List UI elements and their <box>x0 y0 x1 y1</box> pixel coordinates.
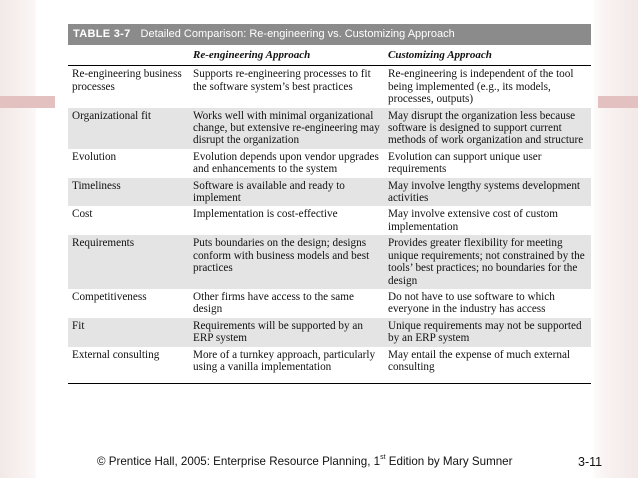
row-customizing-cell: May disrupt the organization less because software is designed to support current methods of work organization and structure <box>388 109 584 147</box>
table-row <box>68 289 591 318</box>
row-reengineering-cell: Supports re-engineering processes to fit the software system’s best practices <box>193 68 371 93</box>
table-row <box>68 108 591 149</box>
table-row <box>68 178 591 207</box>
table-row <box>68 235 591 289</box>
table-row <box>68 149 591 178</box>
row-criterion-cell: Evolution <box>72 150 117 163</box>
row-customizing-cell: May entail the expense of much external consulting <box>388 348 571 373</box>
table-row <box>68 347 591 384</box>
right-accent-bar <box>598 96 638 108</box>
row-criterion-cell: Re-engineering business processes <box>72 68 182 93</box>
copyright-author: Edition by Mary Sumner <box>385 455 513 468</box>
row-customizing-cell: Evolution can support unique user requirements <box>388 150 542 176</box>
row-customizing-cell: Unique requirements may not be supported by an ERP system <box>388 319 582 345</box>
row-customizing-cell: Provides greater flexibility for meeting unique requirements; not constrained by the tools’ best practices; no boundaries for the design <box>388 237 585 287</box>
row-criterion-cell: Cost <box>72 208 93 221</box>
row-criterion-cell: External consulting <box>72 348 160 361</box>
row-criterion-cell: Fit <box>72 319 85 332</box>
comparison-table <box>68 45 591 384</box>
table-row <box>68 318 591 347</box>
page-number: 3-11 <box>578 455 603 469</box>
row-reengineering-cell: Other firms have access to the same design <box>193 290 354 316</box>
column-header-criterion <box>68 45 189 66</box>
row-customizing-cell: Do not have to use software to which everyone in the industry has access <box>388 290 555 316</box>
comparison-table-container <box>68 24 591 384</box>
column-header-customizing: Customizing Approach <box>388 49 492 61</box>
row-criterion-cell: Organizational fit <box>72 109 152 122</box>
row-criterion-cell: Requirements <box>72 237 135 250</box>
copyright-superscript: st <box>380 454 386 461</box>
row-reengineering-cell: More of a turnkey approach, particularly using a vanilla implementation <box>193 348 376 373</box>
table-caption-label: TABLE 3-7 <box>73 28 131 40</box>
column-header-reengineering: Re-engineering Approach <box>193 49 311 61</box>
copyright-text: © Prentice Hall, 2005: Enterprise Resource Planning, 1 <box>97 455 381 468</box>
copyright-notice <box>97 455 512 468</box>
row-reengineering-cell: Requirements will be supported by an ERP system <box>193 319 363 345</box>
table-header-row <box>68 45 591 66</box>
row-customizing-cell: Re-engineering is independent of the tool being implemented (e.g., its models, processes, outputs) <box>388 68 574 106</box>
row-reengineering-cell: Software is available and ready to implement <box>193 179 345 205</box>
row-reengineering-cell: Works well with minimal organizational change, but extensive re-engineering may disrupt the organization <box>193 109 380 147</box>
left-decorative-strip <box>0 0 36 478</box>
row-reengineering-cell: Puts boundaries on the design; designs conform with business models and best practices <box>193 237 370 275</box>
table-row <box>68 66 591 108</box>
left-accent-bar <box>0 96 55 108</box>
table-row <box>68 206 591 235</box>
row-customizing-cell: May involve extensive cost of custom implementation <box>388 208 558 233</box>
row-reengineering-cell: Evolution depends upon vendor upgrades and enhancements to the system <box>193 150 379 176</box>
right-decorative-strip <box>594 0 638 478</box>
row-customizing-cell: May involve lengthy systems development activities <box>388 179 581 205</box>
table-caption-title: Detailed Comparison: Re-engineering vs. Customizing Approach <box>140 28 455 40</box>
table-caption <box>68 24 591 45</box>
row-criterion-cell: Competitiveness <box>72 290 147 303</box>
row-reengineering-cell: Implementation is cost-effective <box>193 208 338 221</box>
row-criterion-cell: Timeliness <box>72 179 121 192</box>
